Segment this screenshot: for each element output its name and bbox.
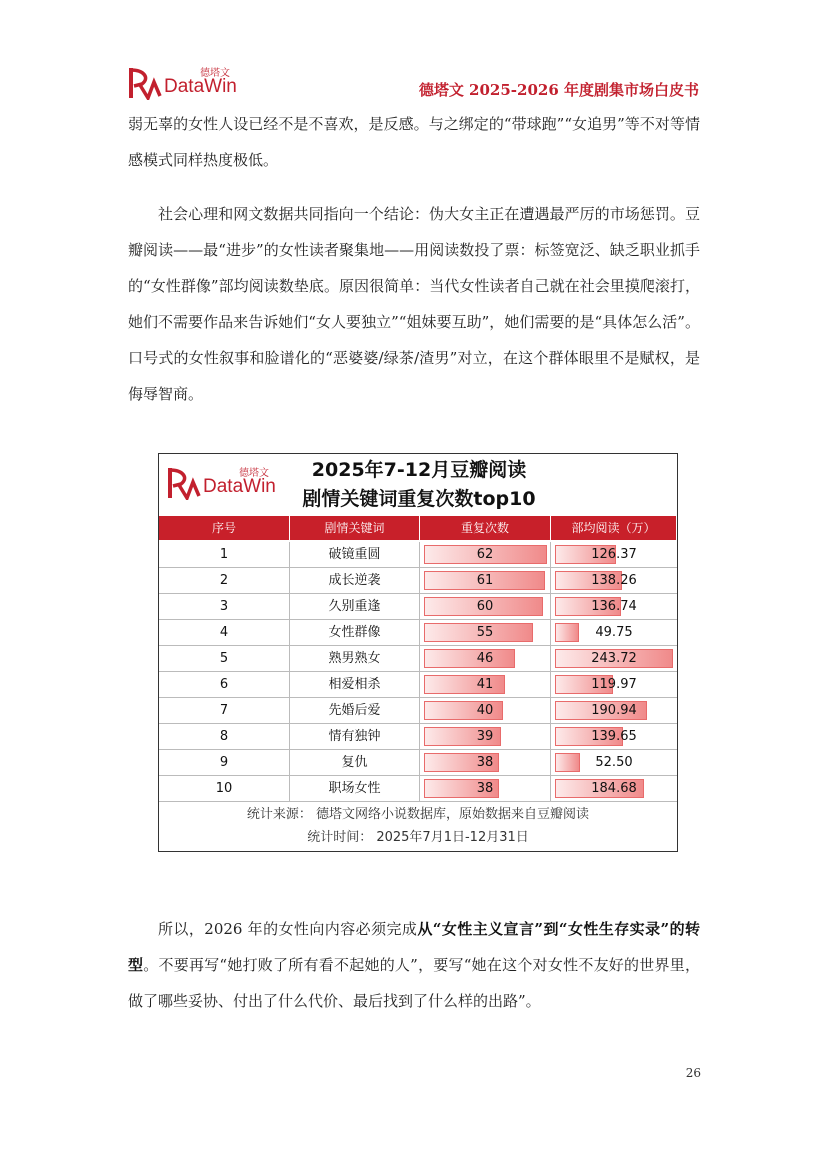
cell-count — [420, 620, 551, 645]
cell-keyword: 破镜重圆 — [290, 542, 420, 567]
reads-bar — [555, 753, 580, 772]
table-row — [159, 750, 677, 776]
table-date-line: 统计时间： 2025年7月1日-12月31日 — [307, 830, 529, 845]
table-row — [159, 672, 677, 698]
cell-count — [420, 724, 551, 749]
table-source-line: 统计来源： 德塔文网络小说数据库，原始数据来自豆瓣阅读 — [246, 807, 590, 822]
cell-rank: 7 — [159, 698, 290, 723]
cell-keyword: 职场女性 — [290, 776, 420, 801]
cell-reads — [551, 620, 677, 645]
column-header-keyword: 剧情关键词 — [290, 516, 420, 540]
cell-reads — [551, 594, 677, 619]
paragraph-2: 社会心理和网文数据共同指向一个结论：伪大女主正在遭遇最严厉的市场惩罚。豆瓣阅读——最“进步”的女性读者聚集地——用阅读数投了票：标签宽泛、缺乏职业抓手的“女性群像”部均阅读数垫底。原因很简单：当代女性读者自己就在社会里摸爬滚打，她们不需要作品来告诉她们“女人要独立”“姐妹要互助”，她们需要的是“具体怎么活”。口号式的女性叙事和脸谱化的“恶婆婆/绿茶/渣男”对立，在这个群体眼里不是赋权，是侮辱智商。 — [128, 205, 700, 403]
logo-chinese-text: 德塔文 — [200, 68, 230, 79]
table-row — [159, 698, 677, 724]
cell-rank: 10 — [159, 776, 290, 801]
column-header-count: 重复次数 — [420, 516, 551, 540]
cell-reads — [551, 646, 677, 671]
table-row — [159, 620, 677, 646]
datawin-logo-icon — [128, 66, 164, 100]
table-title-line-2: 剧情关键词重复次数top10 — [302, 488, 536, 510]
paragraph-1: 弱无辜的女性人设已经不是不喜欢，是反感。与之绑定的“带球跑”“女追男”等不对等情感模式同样热度极低。 — [128, 115, 700, 169]
table-row — [159, 724, 677, 750]
table-title — [289, 456, 549, 514]
datawin-logo-icon — [167, 466, 203, 500]
reads-value: 184.68 — [591, 781, 637, 796]
logo-english-text: DataWin — [164, 76, 237, 97]
table-row — [159, 776, 677, 802]
cell-reads — [551, 724, 677, 749]
header-logo — [128, 64, 238, 104]
cell-keyword: 情有独钟 — [290, 724, 420, 749]
reads-value: 138.26 — [591, 573, 637, 588]
table-row — [159, 646, 677, 672]
cell-rank: 8 — [159, 724, 290, 749]
column-header-reads: 部均阅读（万） — [551, 516, 677, 540]
table-row — [159, 542, 677, 568]
table-body — [159, 542, 677, 802]
cell-reads — [551, 568, 677, 593]
reads-value: 190.94 — [591, 703, 637, 718]
logo-english-text: DataWin — [203, 476, 276, 497]
cell-rank: 2 — [159, 568, 290, 593]
reads-value: 243.72 — [591, 651, 637, 666]
cell-keyword: 女性群像 — [290, 620, 420, 645]
count-value: 60 — [476, 599, 494, 614]
table-title-line-1: 2025年7-12月豆瓣阅读 — [311, 459, 527, 481]
cell-count — [420, 646, 551, 671]
cell-count — [420, 698, 551, 723]
keyword-table — [158, 453, 678, 852]
cell-rank: 5 — [159, 646, 290, 671]
reads-bar — [555, 623, 579, 642]
column-header-rank: 序号 — [159, 516, 290, 540]
reads-value: 139.65 — [591, 729, 637, 744]
count-value: 55 — [476, 625, 494, 640]
cell-keyword: 先婚后爱 — [290, 698, 420, 723]
count-bar — [424, 649, 515, 668]
cell-keyword: 成长逆袭 — [290, 568, 420, 593]
cell-keyword: 相爱相杀 — [290, 672, 420, 697]
cell-keyword: 熟男熟女 — [290, 646, 420, 671]
cell-keyword: 复仇 — [290, 750, 420, 775]
paragraph-3-text: 所以，2026 年的女性向内容必须完成 — [158, 920, 418, 938]
cell-count — [420, 594, 551, 619]
cell-rank: 4 — [159, 620, 290, 645]
cell-count — [420, 672, 551, 697]
count-value: 46 — [476, 651, 494, 666]
cell-count — [420, 750, 551, 775]
table-logo — [167, 464, 277, 510]
cell-rank: 6 — [159, 672, 290, 697]
count-bar — [424, 675, 505, 694]
reads-value: 119.97 — [591, 677, 637, 692]
reads-value: 49.75 — [595, 625, 633, 640]
table-header-row — [159, 516, 677, 540]
count-value: 39 — [476, 729, 494, 744]
cell-reads — [551, 672, 677, 697]
paragraph-3-emphasis: 从“女性主义宣言”到“女性生存实录”的转型 — [128, 920, 700, 974]
cell-rank: 3 — [159, 594, 290, 619]
reads-value: 52.50 — [595, 755, 633, 770]
cell-reads — [551, 542, 677, 567]
table-row — [159, 594, 677, 620]
paragraph-3-text-end: 。不要再写“她打败了所有看不起她的人”，要写“她在这个对女性不友好的世界里，做了哪些妥协、付出了什么代价、最后找到了什么样的出路”。 — [128, 956, 700, 1010]
cell-reads — [551, 698, 677, 723]
cell-count — [420, 568, 551, 593]
count-value: 38 — [476, 755, 494, 770]
count-value: 61 — [476, 573, 494, 588]
cell-count — [420, 542, 551, 567]
paragraph-3 — [128, 911, 700, 1019]
cell-count — [420, 776, 551, 801]
count-value: 41 — [476, 677, 494, 692]
count-value: 40 — [476, 703, 494, 718]
reads-value: 136.74 — [591, 599, 637, 614]
cell-rank: 9 — [159, 750, 290, 775]
reads-value: 126.37 — [591, 547, 637, 562]
cell-reads — [551, 750, 677, 775]
cell-keyword: 久别重逢 — [290, 594, 420, 619]
cell-rank: 1 — [159, 542, 290, 567]
logo-chinese-text: 德塔文 — [239, 468, 269, 479]
page-number: 26 — [685, 1066, 701, 1080]
table-row — [159, 568, 677, 594]
cell-reads — [551, 776, 677, 801]
count-value: 62 — [476, 547, 494, 562]
document-header-title: 德塔文 2025-2026 年度剧集市场白皮书 — [418, 81, 699, 99]
count-value: 38 — [476, 781, 494, 796]
